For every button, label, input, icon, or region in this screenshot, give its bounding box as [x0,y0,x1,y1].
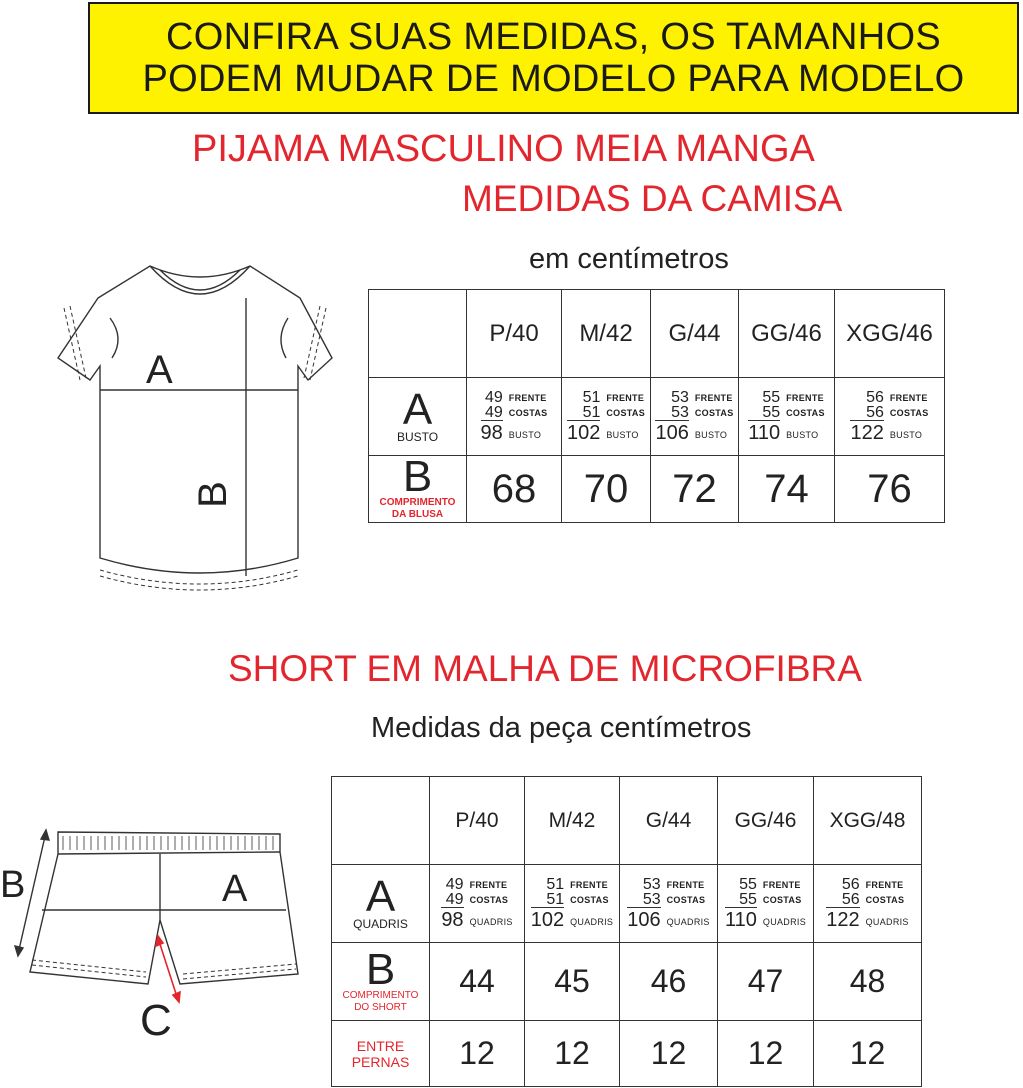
costas-value: 51 [546,890,565,908]
costas-value: 49 [445,890,464,908]
short-title: SHORT EM MALHA DE MICROFIBRA [228,648,862,689]
costas-value: 56 [866,403,884,421]
row-label-inseam [332,1021,430,1087]
frente-value: 56 [866,388,884,406]
frente-label: FRENTE [570,879,608,890]
bust-cell [562,378,651,456]
total-label: BUSTO [694,429,728,440]
costas-value: 55 [762,403,781,421]
total-value: 106 [627,908,661,931]
total-label: QUADRIS [469,916,513,927]
length-value: 48 [814,943,922,1021]
frente-value: 53 [671,388,689,406]
total-value: 98 [480,421,503,444]
inseam-value: 12 [620,1021,718,1087]
costas-label: COSTAS [666,894,706,905]
frente-label: FRENTE [694,392,733,403]
hips-cell [718,865,814,943]
total-value: 102 [566,421,601,444]
costas-label: COSTAS [570,894,609,905]
frente-value: 49 [485,388,503,406]
tshirt-label-a: A [146,348,173,392]
length-value: 47 [718,943,814,1021]
inseam-value: 12 [718,1021,814,1087]
costas-label: COSTAS [508,407,548,418]
length-value: 70 [562,456,651,523]
costas-value: 53 [671,403,689,421]
frente-value: 51 [546,875,565,893]
total-label: BUSTO [606,429,639,440]
total-value: 110 [725,908,757,931]
total-label: QUADRIS [570,916,614,927]
length-value: 46 [620,943,718,1021]
row-label-length [369,452,467,523]
hips-cell [430,865,525,943]
frente-label: FRENTE [469,879,508,890]
size-header: GG/46 [718,777,814,865]
frente-value: 51 [582,388,601,406]
size-header: P/40 [467,290,562,378]
size-header: G/44 [651,290,739,378]
costas-label: COSTAS [889,407,929,418]
frente-value: 55 [762,388,781,406]
inseam-value: 12 [814,1021,922,1087]
costas-label: COSTAS [469,894,509,905]
costas-value: 56 [841,890,860,908]
costas-label: COSTAS [786,407,825,418]
total-value: 98 [441,908,464,931]
short-size-table [331,776,922,1087]
row-label-line-2: DA BLUSA [391,509,444,520]
header-empty-cell [369,290,467,378]
total-label: BUSTO [786,429,819,440]
row-label-hips [332,865,430,943]
bust-cell [651,378,739,456]
shorts-label-a: A [222,868,248,910]
row-label-line-1: COMPRIMENTO [379,497,456,508]
shirt-subtitle: MEDIDAS DA CAMISA [462,178,843,219]
frente-value: 49 [445,875,464,893]
costas-label: COSTAS [865,894,905,905]
row-label-length [332,943,430,1021]
table-row-hips [332,865,922,943]
shorts-diagram [8,824,308,1004]
row-label-line-1: COMPRIMENTO [342,989,419,1001]
size-header: XGG/48 [814,777,922,865]
bust-cell [835,378,945,456]
length-value: 72 [651,456,739,523]
frente-label: FRENTE [786,392,824,403]
hips-cell [814,865,922,943]
row-label-line-2: PERNAS [351,1053,410,1070]
frente-value: 53 [642,875,661,893]
row-label-line-2: DO SHORT [354,1001,407,1013]
row-letter: B [365,944,396,994]
inseam-value: 12 [430,1021,525,1087]
size-header: M/42 [525,777,620,865]
table-row-bust [369,378,945,456]
size-header: XGG/46 [835,290,945,378]
header-empty-cell [332,777,430,865]
costas-label: COSTAS [606,407,645,418]
table-row-inseam [332,1021,922,1087]
row-label-line-1: ENTRE [356,1037,405,1054]
total-label: QUADRIS [865,916,909,927]
costas-value: 55 [739,890,757,908]
frente-label: FRENTE [865,879,904,890]
total-value: 102 [530,908,565,931]
tshirt-label-b: B [190,481,235,508]
inseam-value: 12 [525,1021,620,1087]
short-unit: Medidas da peça centímetros [371,712,752,744]
bust-cell [739,378,835,456]
frente-label: FRENTE [666,879,705,890]
size-header: G/44 [620,777,718,865]
shirt-title: PIJAMA MASCULINO MEIA MANGA [192,128,815,170]
total-value: 106 [655,421,689,444]
row-label: BUSTO [396,429,439,444]
frente-label: FRENTE [508,392,547,403]
row-label: QUADRIS [353,916,408,931]
shorts-label-b: B [0,864,26,906]
row-letter: B [402,452,433,501]
size-header: M/42 [562,290,651,378]
table-row-length [369,456,945,523]
shorts-label-c: C [140,996,172,1045]
length-value: 68 [467,456,562,523]
row-letter: A [402,384,433,434]
shirt-size-table [368,289,945,523]
size-header: P/40 [430,777,525,865]
table-row-length [332,943,922,1021]
costas-label: COSTAS [762,894,802,905]
bust-cell [467,378,562,456]
frente-label: FRENTE [606,392,645,403]
length-value: 74 [739,456,835,523]
table-header-row [332,777,922,865]
costas-value: 53 [642,890,661,908]
frente-label: FRENTE [889,392,928,403]
costas-label: COSTAS [694,407,734,418]
row-letter: A [365,871,396,921]
total-label: QUADRIS [762,916,806,927]
hips-cell [525,865,620,943]
size-header: GG/46 [739,290,835,378]
row-label-bust [369,378,467,456]
costas-value: 49 [485,403,503,421]
total-value: 122 [826,908,860,931]
costas-value: 51 [582,403,601,421]
length-value: 44 [430,943,525,1021]
tshirt-diagram [50,258,340,594]
banner-line-2: PODEM MUDAR DE MODELO PARA MODELO [142,58,965,100]
total-label: QUADRIS [666,916,710,927]
warning-banner [88,2,1019,114]
length-value: 45 [525,943,620,1021]
frente-value: 56 [841,875,860,893]
hips-cell [620,865,718,943]
frente-label: FRENTE [762,879,801,890]
shirt-unit: em centímetros [529,243,729,275]
total-value: 122 [850,421,884,444]
total-value: 110 [748,421,781,444]
length-value: 76 [835,456,945,523]
total-label: BUSTO [508,429,542,440]
table-header-row [369,290,945,378]
banner-line-1: CONFIRA SUAS MEDIDAS, OS TAMANHOS [166,16,941,58]
total-label: BUSTO [889,429,923,440]
frente-value: 55 [739,875,757,893]
